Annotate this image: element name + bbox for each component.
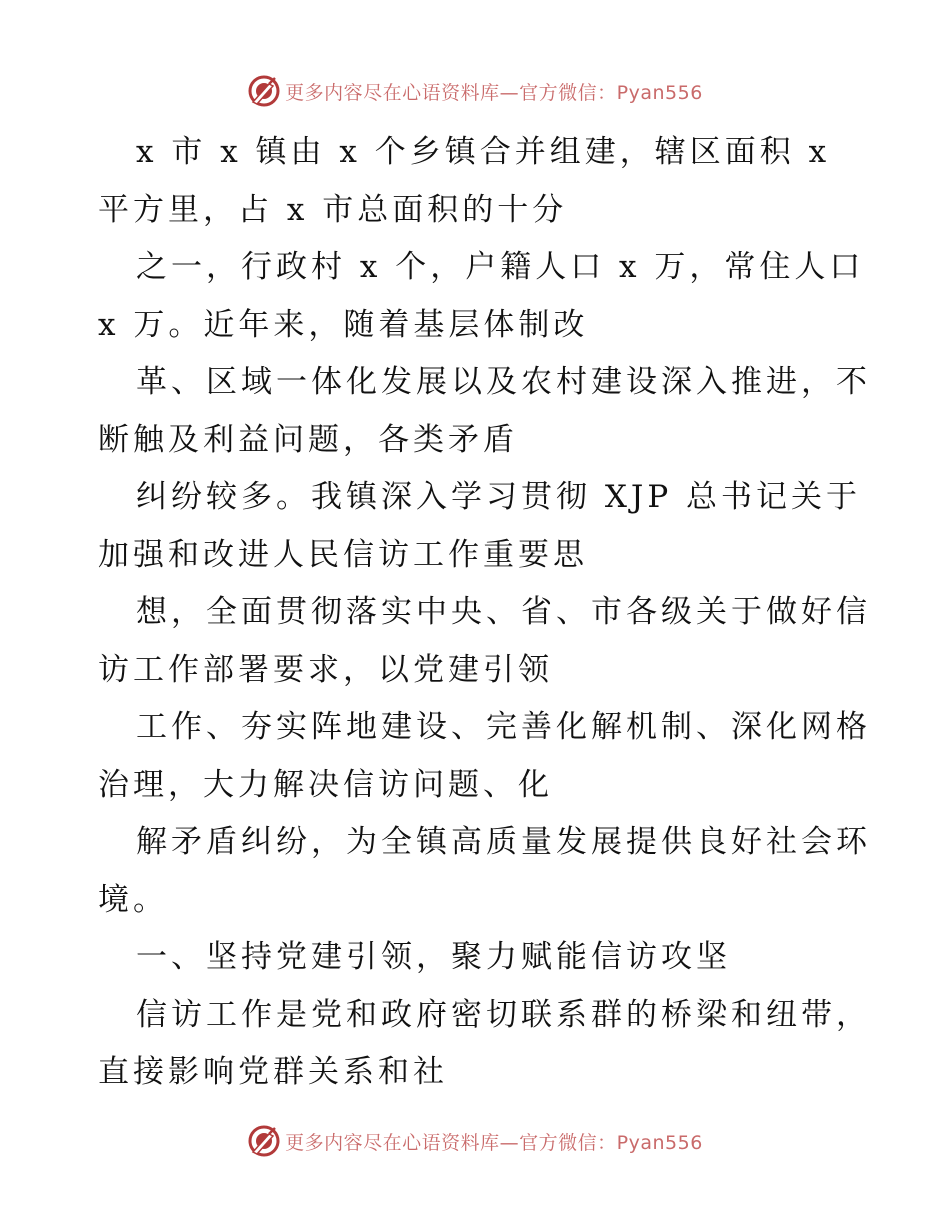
text-line: 之一，行政村 x 个，户籍人口 x 万，常住人口 <box>136 249 865 285</box>
text-line: 解矛盾纠纷，为全镇高质量发展提供良好社会环 <box>136 824 871 860</box>
text-line: 工作、夯实阵地建设、完善化解机制、深化网格 <box>136 709 871 745</box>
document-body <box>98 124 871 1102</box>
text-line: x 万。近年来，随着基层体制改 <box>98 306 589 343</box>
text-line: 直接影响党群关系和社 <box>98 1054 448 1090</box>
header-watermark <box>0 71 950 111</box>
pen-seal-logo-icon <box>247 74 281 108</box>
text-line: 加强和改进人民信访工作重要思 <box>98 536 588 573</box>
text-line: 境。 <box>98 881 168 918</box>
text-line: 信访工作是党和政府密切联系群的桥梁和纽带， <box>136 996 871 1033</box>
text-line: 治理，大力解决信访问题、化 <box>98 766 553 803</box>
text-line: 断触及利益问题，各类矛盾 <box>98 421 518 458</box>
section-heading: 一、坚持党建引领，聚力赋能信访攻坚 <box>136 939 731 975</box>
text-line: 革、区域一体化发展以及农村建设深入推进，不 <box>136 364 871 400</box>
text-line: 平方里，占 x 市总面积的十分 <box>98 191 568 228</box>
watermark-text: 更多内容尽在心语资料库—官方微信：Pyan556 <box>285 1131 703 1154</box>
text-line: x 市 x 镇由 x 个乡镇合并组建，辖区面积 x <box>136 134 831 170</box>
text-line: 纠纷较多。我镇深入学习贯彻 XJP 总书记关于 <box>136 479 862 515</box>
watermark-text: 更多内容尽在心语资料库—官方微信：Pyan556 <box>285 81 703 104</box>
footer-watermark <box>0 1121 950 1161</box>
pen-seal-logo-icon <box>247 1124 281 1158</box>
text-line: 想，全面贯彻落实中央、省、市各级关于做好信 <box>136 594 871 630</box>
text-line: 访工作部署要求，以党建引领 <box>98 651 553 688</box>
